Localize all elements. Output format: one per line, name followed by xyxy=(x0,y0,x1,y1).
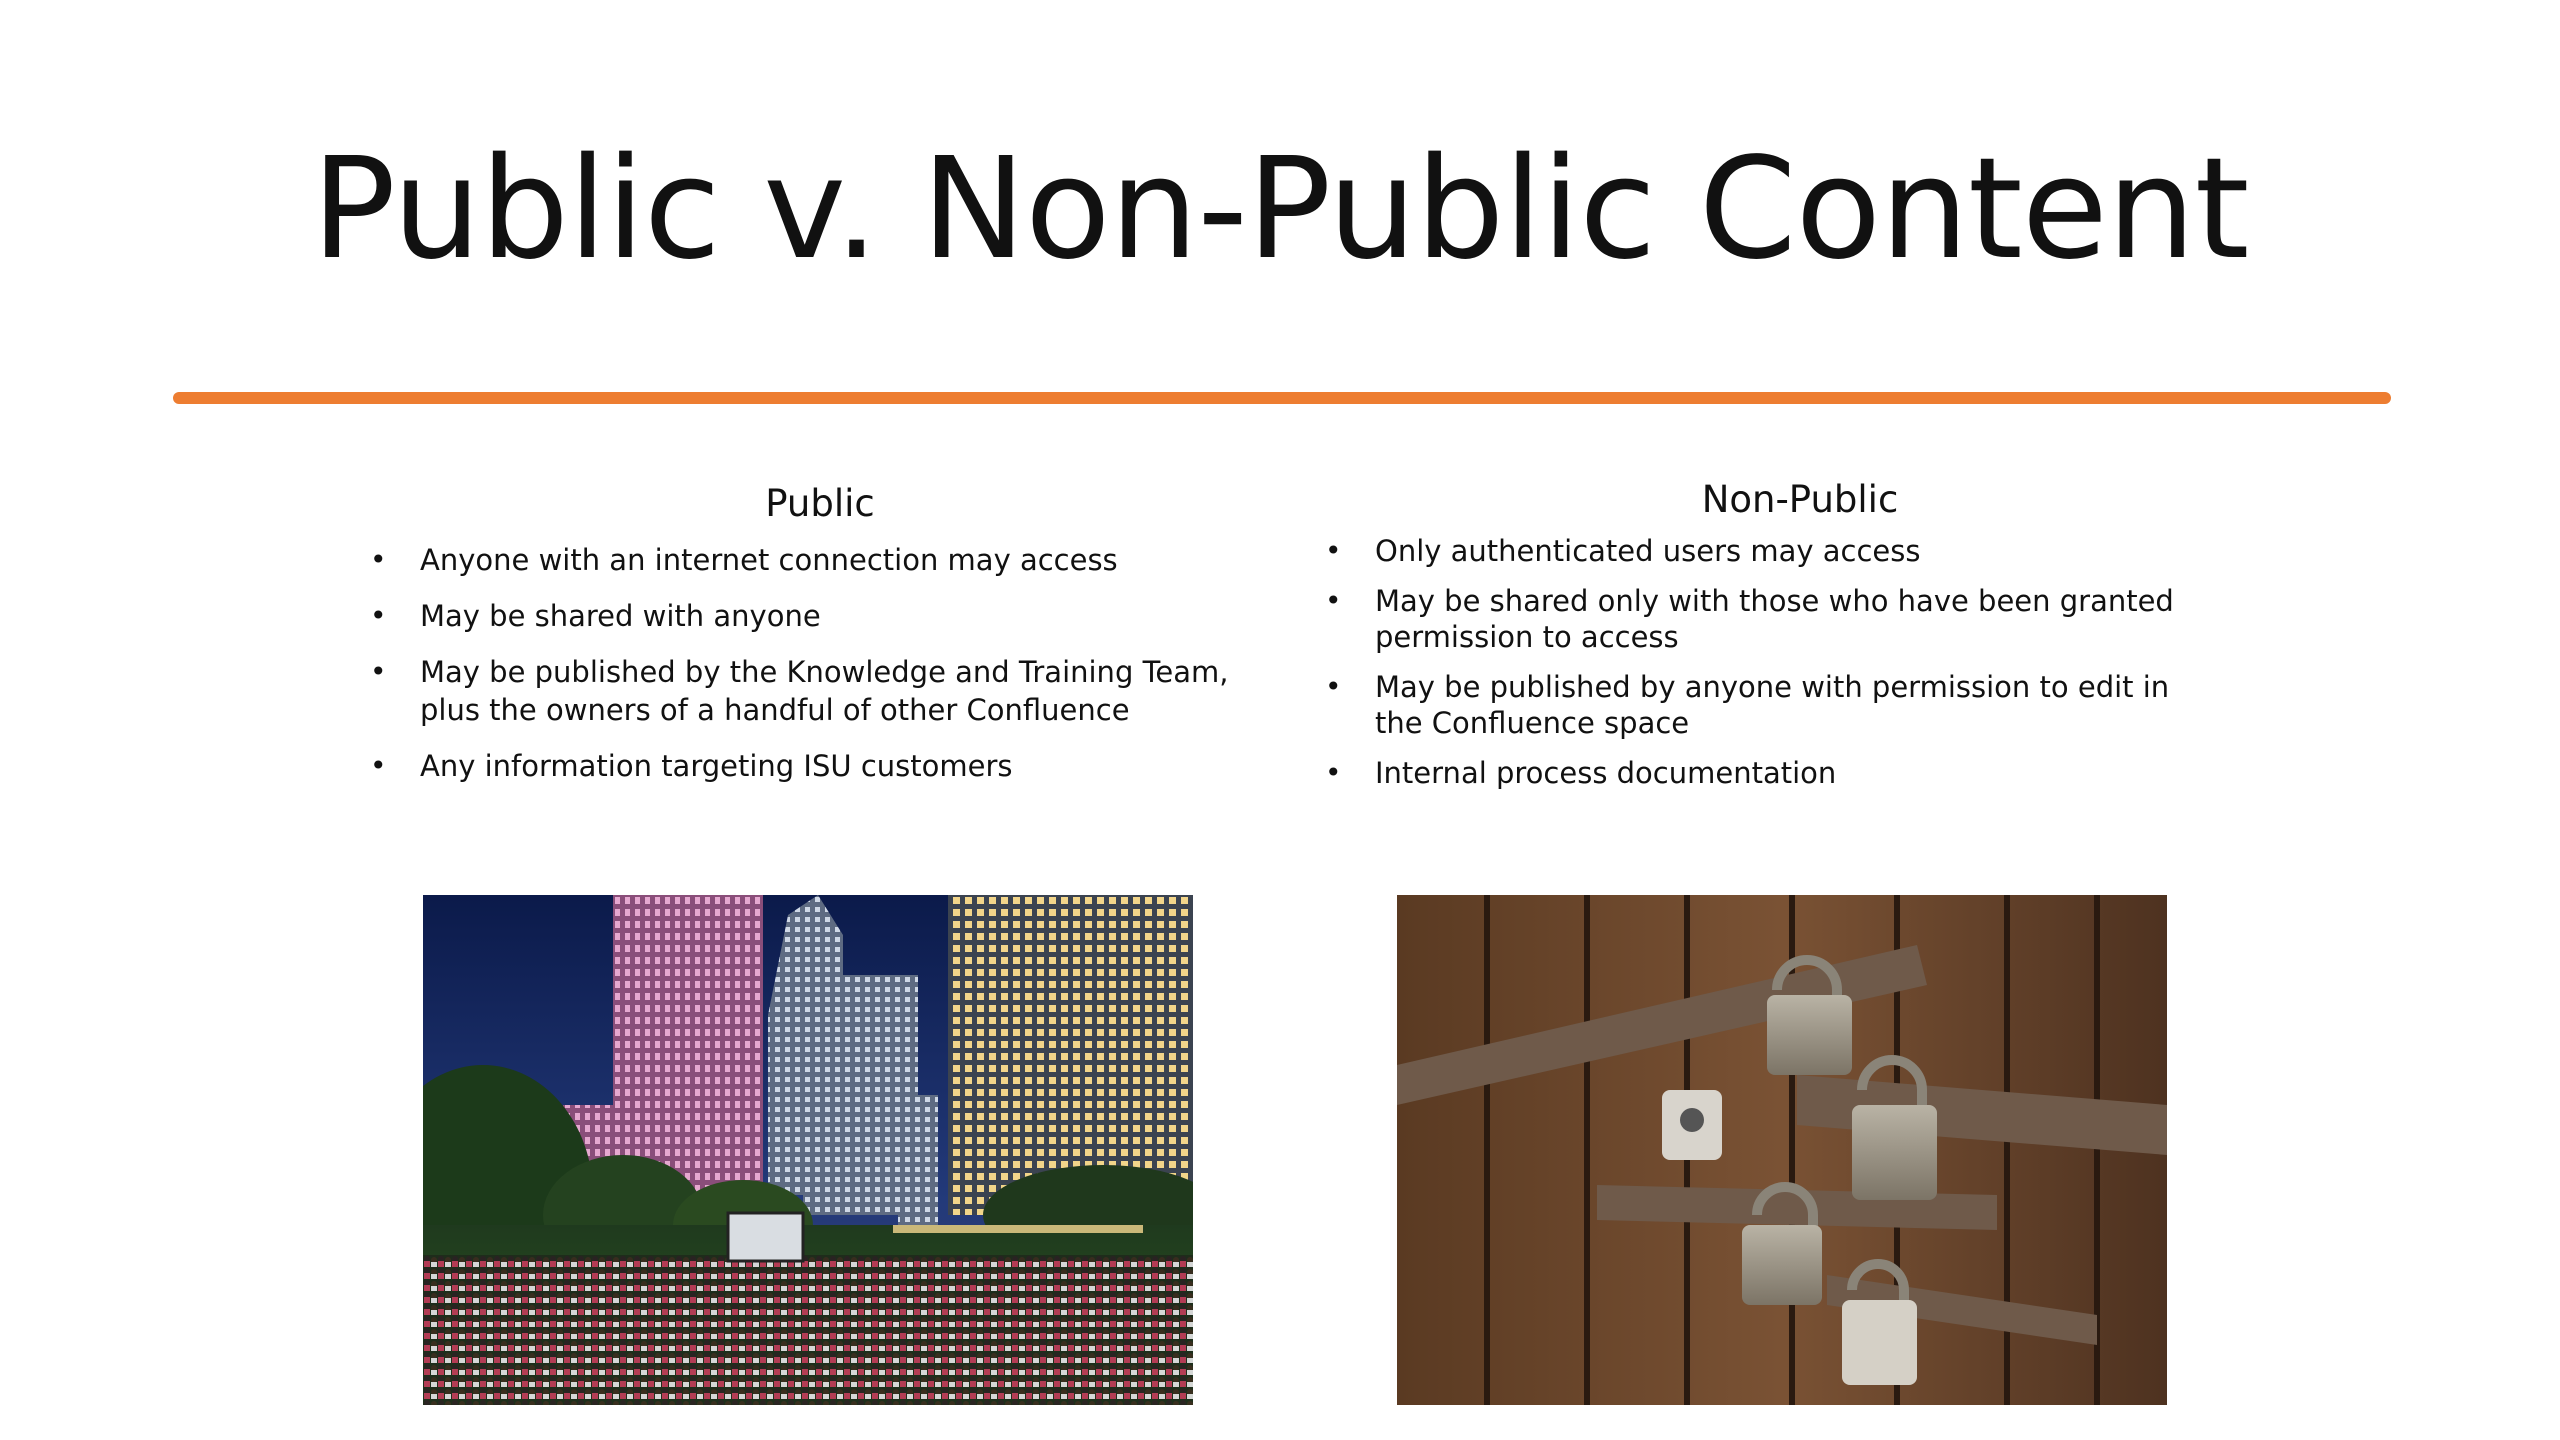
non-public-heading: Non-Public xyxy=(1701,478,1899,521)
bullet-icon: • xyxy=(1325,756,1342,789)
list-item xyxy=(1320,755,2200,791)
bullet-icon: • xyxy=(1325,584,1342,617)
list-item-text: Only authenticated users may access xyxy=(1375,534,1921,568)
bullet-icon: • xyxy=(370,543,387,576)
list-item xyxy=(1320,583,2200,655)
list-item-text: May be shared only with those who have been granted permission to access xyxy=(1375,584,2174,654)
slide-title: Public v. Non-Public Content xyxy=(311,128,2249,291)
bullet-icon: • xyxy=(370,599,387,632)
title-divider xyxy=(173,392,2391,404)
list-item xyxy=(1320,669,2200,741)
bullet-icon: • xyxy=(370,749,387,782)
non-public-column xyxy=(1320,475,2200,805)
public-heading: Public xyxy=(765,482,875,525)
public-bullet-list xyxy=(365,541,1245,785)
public-city-park-photo xyxy=(423,895,1193,1405)
list-item-text: May be shared with anyone xyxy=(420,599,821,633)
bullet-icon: • xyxy=(1325,534,1342,567)
non-public-bullet-list xyxy=(1320,533,2200,791)
list-item-text: Internal process documentation xyxy=(1375,756,1837,790)
non-public-padlocks-photo xyxy=(1397,895,2167,1405)
list-item-text: May be published by the Knowledge and Training Team, plus the owners of a handful of other Confluence xyxy=(420,655,1229,727)
padlocks-illustration xyxy=(1397,895,2167,1405)
bullet-icon: • xyxy=(1325,670,1342,703)
list-item-text: Any information targeting ISU customers xyxy=(420,749,1013,783)
list-item xyxy=(365,747,1245,785)
list-item-text: Anyone with an internet connection may access xyxy=(420,543,1118,577)
city-park-illustration xyxy=(423,895,1193,1405)
list-item xyxy=(365,597,1245,635)
public-column xyxy=(365,475,1245,803)
list-item xyxy=(365,541,1245,579)
list-item xyxy=(1320,533,2200,569)
list-item xyxy=(365,653,1245,729)
bullet-icon: • xyxy=(370,655,387,688)
list-item-text: May be published by anyone with permission to edit in the Confluence space xyxy=(1375,670,2170,740)
